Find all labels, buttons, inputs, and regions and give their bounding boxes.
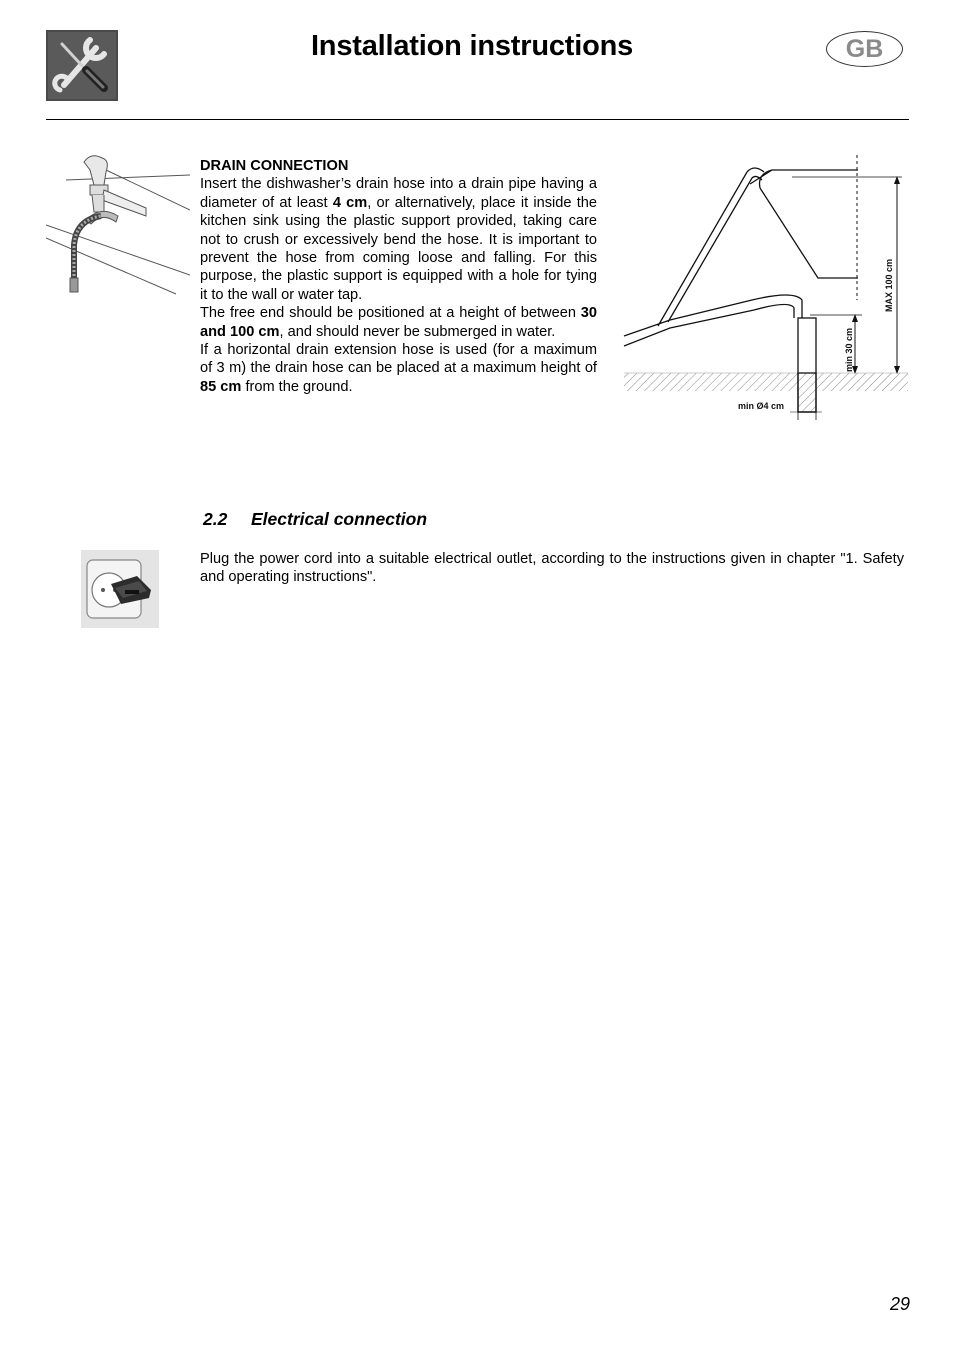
plug-outlet-icon: [81, 550, 159, 628]
drain-p2-part-3: , and should never be submerged in water.: [279, 323, 556, 340]
drain-p1-part-3: , or alternatively, place it inside the kitchen sink using the plastic support provided, taking care not to crush or excessively bend the hose. It is important to prevent the hose from coming loose and falling. For this purpose, the plastic support is equipped with a hole for tying it to the wall or water tap.: [200, 194, 598, 303]
drain-connection-text: [200, 157, 597, 396]
drain-p1-bold: 4 cm: [332, 194, 368, 211]
drain-p3-part-3: from the ground.: [241, 378, 353, 395]
page-number: 29: [889, 1294, 910, 1314]
drain-heading: DRAIN CONNECTION: [200, 158, 349, 174]
max-height-label: MAX 100 cm: [884, 258, 894, 312]
diameter-label: min Ø4 cm: [738, 401, 785, 411]
drain-paragraph-3: [200, 341, 597, 396]
drain-p2-bold: 30 and 100 cm: [200, 305, 597, 340]
drain-paragraph-2: [200, 304, 597, 341]
drain-p3-bold: 85 cm: [200, 378, 242, 395]
section-number: 2.2: [203, 509, 228, 529]
drain-p1-part-1: Insert the dishwasher’s drain hose into a drain pipe having a diameter of at least: [200, 176, 597, 211]
section-title-text: Electrical connection: [251, 509, 428, 529]
drain-height-diagram: [622, 150, 910, 422]
section-title: [203, 509, 427, 530]
tap-hose-icon: [46, 150, 190, 295]
language-badge: GB: [826, 31, 903, 67]
drain-p3-part-1: If a horizontal drain extension hose is used (for a maximum of 3 m) the drain hose can be placed at a maximum height of: [200, 342, 597, 377]
drain-p2-part-1: The free end should be positioned at a height of between: [200, 305, 581, 322]
header-divider: [46, 119, 909, 120]
page-title: Installation instructions: [310, 30, 634, 62]
min-height-label: min 30 cm: [844, 327, 854, 372]
drain-paragraph-1: [200, 175, 597, 304]
electrical-connection-text: Plug the power cord into a suitable electrical outlet, according to the instructions given in chapter "1. Safety and operating instructions".: [200, 551, 904, 586]
